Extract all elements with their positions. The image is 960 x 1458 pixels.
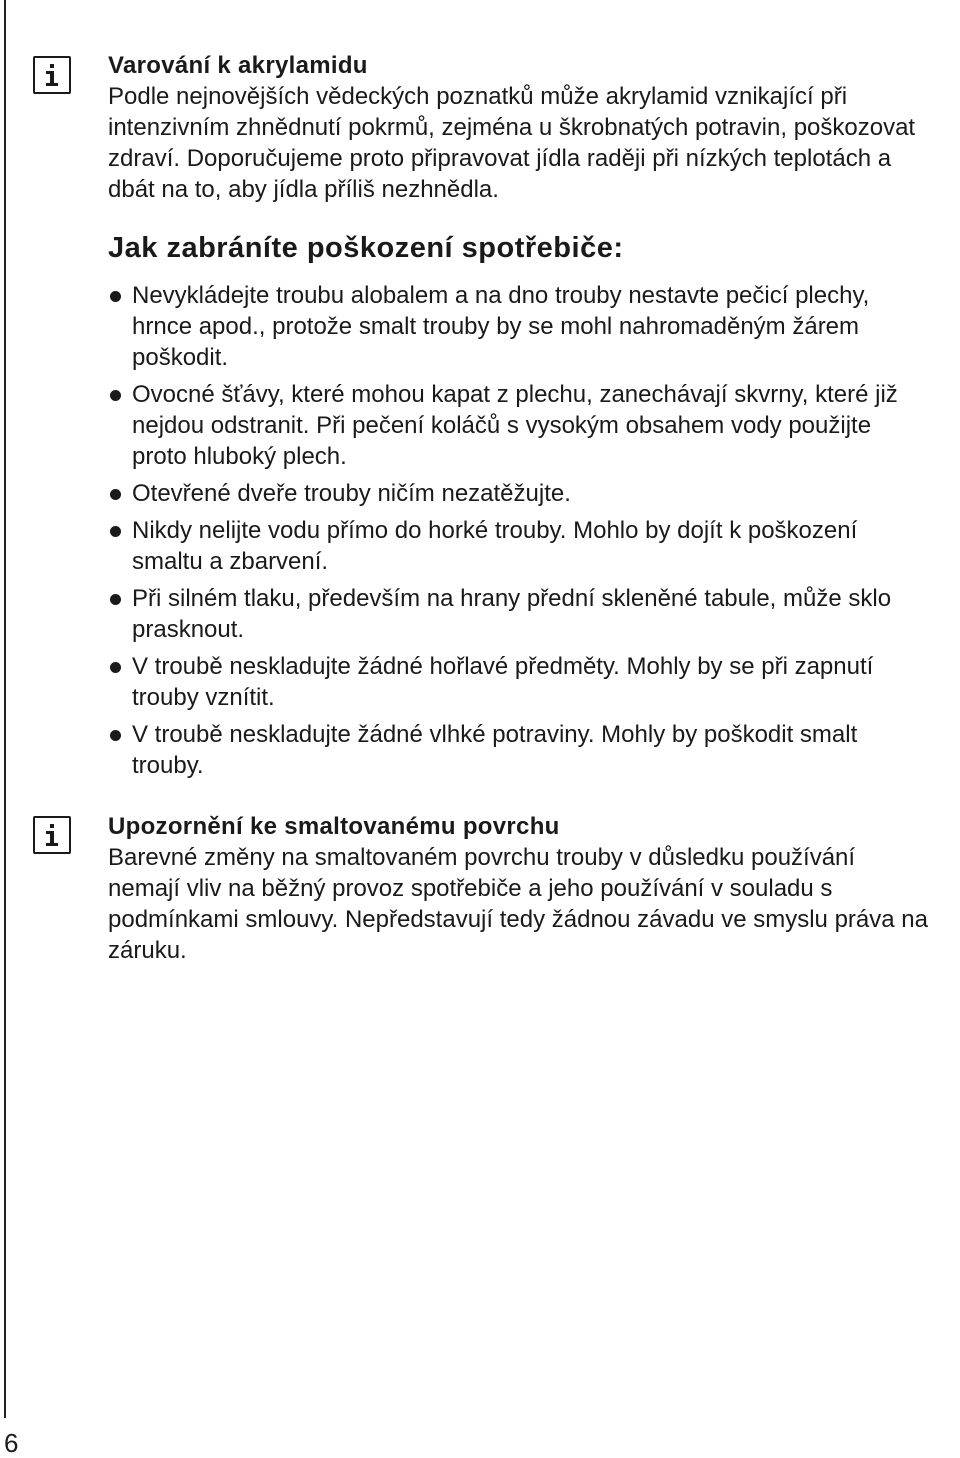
info-icon	[33, 816, 71, 854]
list-item	[108, 280, 928, 373]
list-item	[108, 719, 928, 781]
bullet-icon	[110, 291, 121, 302]
list-item-text: Otevřené dveře trouby ničím nezatěžujte.	[132, 480, 571, 507]
list-item-text: Nikdy nelijte vodu přímo do horké trouby. Mohlo by dojít k poškození smaltu a zbarvení.	[132, 517, 858, 575]
list-item	[108, 651, 928, 713]
margin-rule	[4, 0, 6, 1418]
list-item-text: Ovocné šťávy, které mohou kapat z plechu, zanechávají skvrny, které již nejdou odstranit. Při pečení koláčů s vysokým obsahem vody použijte proto hluboký plech.	[132, 381, 898, 470]
acrylamide-warning	[108, 50, 928, 205]
bullet-icon	[110, 489, 121, 500]
bullet-icon	[110, 526, 121, 537]
enamel-notice	[108, 811, 928, 966]
damage-prevention-list	[108, 280, 928, 787]
section-heading: Jak zabráníte poškození spotřebiče:	[108, 232, 624, 264]
list-item-text: V troubě neskladujte žádné hořlavé předměty. Mohly by se při zapnutí trouby vznítit.	[132, 653, 874, 711]
list-item-text: Nevykládejte troubu alobalem a na dno trouby nestavte pečicí plechy, hrnce apod., protože smalt trouby by se mohl nahromaděným žárem poškodit.	[132, 282, 870, 371]
list-item-text: V troubě neskladujte žádné vlhké potraviny. Mohly by poškodit smalt trouby.	[132, 721, 858, 779]
list-item	[108, 478, 928, 509]
acrylamide-warning-title: Varování k akrylamidu	[108, 52, 368, 79]
list-item	[108, 515, 928, 577]
list-item	[108, 583, 928, 645]
bullet-icon	[110, 594, 121, 605]
list-item	[108, 379, 928, 472]
acrylamide-warning-text: Podle nejnovějších vědeckých poznatků může akrylamid vznikající při intenzivním zhnědnutí pokrmů, zejména u škrobnatých potravin, poškozovat zdraví. Doporučujeme proto připravovat jídla raději při nízkých teplotách a dbát na to, aby jídla příliš nezhnědla.	[108, 83, 916, 203]
info-icon	[33, 56, 71, 94]
bullet-icon	[110, 662, 121, 673]
page-number: 6	[4, 1428, 19, 1458]
list-item-text: Při silném tlaku, především na hrany přední skleněné tabule, může sklo prasknout.	[132, 585, 892, 643]
bullet-icon	[110, 390, 121, 401]
bullet-icon	[110, 730, 121, 741]
enamel-notice-title: Upozornění ke smaltovanému povrchu	[108, 813, 560, 840]
enamel-notice-text: Barevné změny na smaltovaném povrchu trouby v důsledku používání nemají vliv na běžný provoz spotřebiče a jeho používání v souladu s podmínkami smlouvy. Nepředstavují tedy žádnou závadu ve smyslu práva na záruku.	[108, 844, 928, 964]
